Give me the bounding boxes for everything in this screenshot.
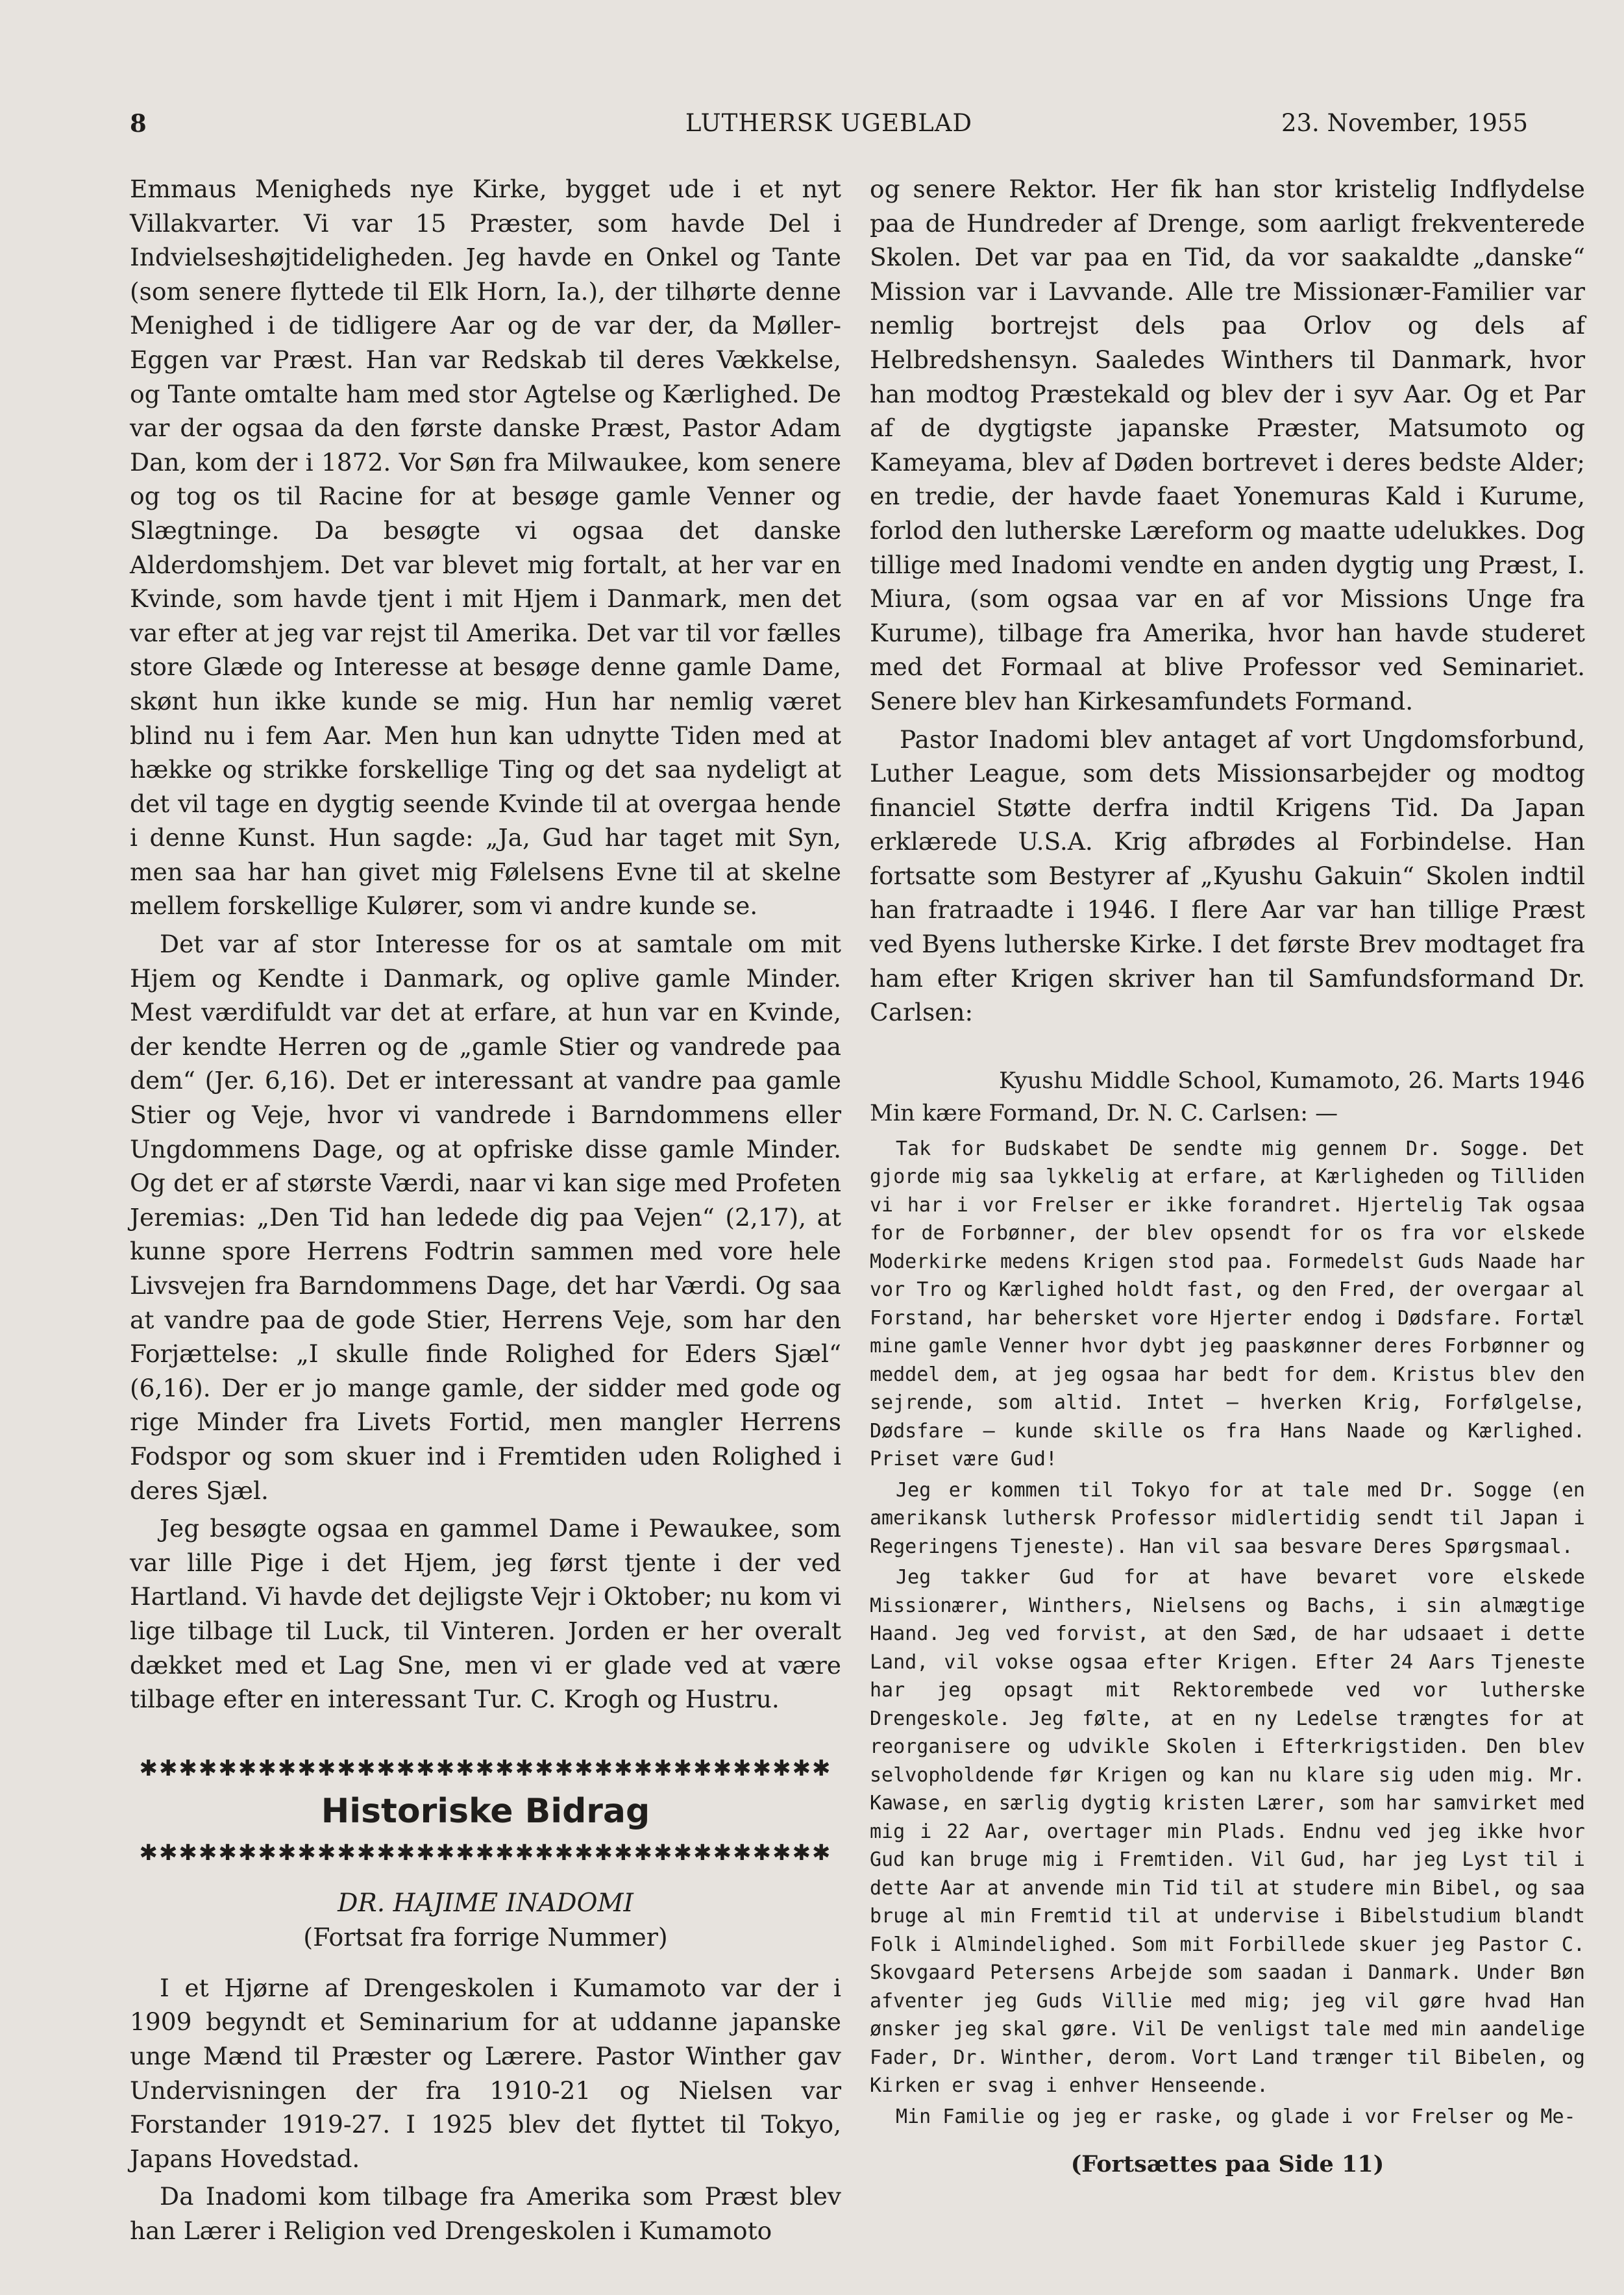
letter-paragraph: Jeg er kommen til Tokyo for at tale med Dr. Sogge (en amerikansk luthersk Professor midlertidig sendt til Japan i Regeringens Tjeneste). Han vil saa besvare Deres Spørgsmaal. bbox=[870, 1478, 1585, 1558]
article-subtitle: (Fortsat fra forrige Nummer) bbox=[303, 1922, 668, 1952]
letter-paragraph: Jeg takker Gud for at have bevaret vore elskede Missionærer, Winthers, Nielsens og Bachs, i sin almægtige Haand. Jeg ved forvist, at den Sæd, de har udsaaet i dette Land, vil vokse ogsaa efter Krigen. Efter 24 Aars Tjeneste har jeg opsagt mit Rektorembede ved vor lutherske Drengeskole. Jeg følte, at en ny Ledelse trængtes for at reorganisere og udvikle Skolen i Efterkrigstiden. Den blev selvopholdende før Krigen og kan nu klare sig uden mig. Mr. Kawase, en særlig dygtig kristen Lærer, som har samvirket med mig i 22 Aar, overtager min Plads. Endnu ved jeg ikke hvor Gud kan bruge mig i Fremtiden. Vil Gud, har jeg Lyst til i dette Aar at anvende min Tid til at studere min Bibel, og saa bruge al min Fremtid til at undervise i Bibelstudium blandt Folk i Almindelighed. Som mit Forbillede skuer jeg Pastor C. Skovgaard Petersens Arbejde som saadan i Danmark. Under Bøn afventer jeg Guds Villie med mig; jeg vil gøre hvad Han ønsker jeg skal gøre. Vil De venligst tale med min aandelige Fader, Dr. Winther, derom. Vort Land trænger til Bibelen, og Kirken er svag i enhver Henseende. bbox=[870, 1566, 1585, 2098]
section-title: Historiske Bidrag bbox=[321, 1791, 650, 1831]
paragraph: Jeg besøgte ogsaa en gammel Dame i Pewaukee, som var lille Pige i det Hjem, jeg først tjente i der ved Hartland. Vi havde det dejligste Vejr i Oktober; nu kom vi lige tilbage til Luck, til Vinteren. Jorden er her overalt dækket med et Lag Sne, men vi er glade ved at være tilbage efter en interessant Tur. C. Krogh og Hustru. bbox=[130, 1514, 841, 1714]
star-divider-bottom: ✱✱✱✱✱✱✱✱✱✱✱✱✱✱✱✱✱✱✱✱✱✱✱✱✱✱✱✱✱✱✱✱✱✱✱ bbox=[139, 1839, 832, 1866]
publication-title: LUTHERSK UGEBLAD bbox=[685, 109, 973, 137]
letter-paragraph: Tak for Budskabet De sendte mig gennem Dr. Sogge. Det gjorde mig saa lykkelig at erfare, at Kærligheden og Tilliden vi har i vor Frelser er ikke forandret. Hjertelig Tak ogsaa for de Forbønner, der blev opsendt for os fra vor elskede Moderkirke medens Krigen stod paa. Formedelst Guds Naade har vor Tro og Kærlighed holdt fast, og den Fred, der overgaar al Forstand, har behersket vore Hjerter endog i Dødsfare. Fortæl mine gamle Venner hvor dybt jeg paaskønner deres Forbønner og meddel dem, at jeg ogsaa har bedt for dem. Kristus blev den sejrende, som altid. Intet — hverken Krig, Forfølgelse, Dødsfare — kunde skille os fra Hans Naade og Kærlighed. Priset være Gud! bbox=[870, 1137, 1585, 1471]
page-header bbox=[130, 109, 1528, 142]
paragraph: I et Hjørne af Drengeskolen i Kumamoto var der i 1909 begyndt et Seminarium for at uddanne japanske unge Mænd til Præster og Lærere. Pastor Winther gav Undervisningen der fra 1910-21 og Nielsen var Forstander 1919-27. I 1925 blev det flyttet til Tokyo, Japans Hovedstad. bbox=[130, 1973, 841, 2173]
article-title: DR. HAJIME INADOMI bbox=[338, 1888, 634, 1918]
letter-salutation: Min kære Formand, Dr. N. C. Carlsen: — bbox=[870, 1100, 1338, 1126]
paragraph: Pastor Inadomi blev antaget af vort Ungdomsforbund, Luther League, som dets Missionsarbejder og modtog financiel Støtte derfra indtil Krigens Tid. Da Japan erklærede U.S.A. Krig afbrødes al Forbindelse. Han fortsatte som Bestyrer af „Kyushu Gakuin“ Skolen indtil han fratraadte i 1946. I flere Aar var han tillige Præst ved Byens lutherske Kirke. I det første Brev modtaget fra ham efter Krigen skriver han til Samfundsformand Dr. Carlsen: bbox=[870, 725, 1585, 1027]
continued-note: (Fortsættes paa Side 11) bbox=[1070, 2151, 1384, 2178]
page-number: 8 bbox=[130, 109, 147, 138]
paragraph: Da Inadomi kom tilbage fra Amerika som Præst blev han Lærer i Religion ved Drengeskolen i Kumamoto bbox=[130, 2182, 841, 2245]
paragraph: Emmaus Menigheds nye Kirke, bygget ude i et nyt Villakvarter. Vi var 15 Præster, som havde Del i Indvielseshøjtideligheden. Jeg havde en Onkel og Tante (som senere flyttede til Elk Horn, Ia.), der tilhørte denne Menighed i de tidligere Aar og de var der, da Møller-Eggen var Præst. Han var Redskab til deres Vækkelse, og Tante omtalte ham med stor Agtelse og Kærlighed. De var der ogsaa da den første danske Præst, Pastor Adam Dan, kom der i 1872. Vor Søn fra Milwaukee, kom senere og tog os til Racine for at besøge gamle Venner og Slægtninge. Da besøgte vi ogsaa det danske Alderdomshjem. Det var blevet mig fortalt, at her var en Kvinde, som havde tjent i mit Hjem i Danmark, men det var efter at jeg var rejst til Amerika. Det var til vor fælles store Glæde og Interesse at besøge denne gamle Dame, skønt hun ikke kunde se mig. Hun har nemlig været blind nu i fem Aar. Men hun kan udnytte Tiden med at hække og strikke forskellige Ting og det saa nydeligt at det vil tage en dygtig seende Kvinde til at overgaa hende i denne Kunst. Hun sagde: „Ja, Gud har taget mit Syn, men saa har han givet mig Følelsens Evne til at skelne mellem forskellige Kulører, som vi andre kunde se. bbox=[130, 175, 841, 921]
star-divider-top: ✱✱✱✱✱✱✱✱✱✱✱✱✱✱✱✱✱✱✱✱✱✱✱✱✱✱✱✱✱✱✱✱✱✱✱ bbox=[139, 1755, 832, 1781]
right-column bbox=[870, 172, 1585, 2182]
letter-header: Kyushu Middle School, Kumamoto, 26. Marts 1946 bbox=[998, 1067, 1585, 1094]
issue-date: 23. November, 1955 bbox=[1281, 109, 1528, 137]
paragraph: Det var af stor Interesse for os at samtale om mit Hjem og Kendte i Danmark, og oplive gamle Minder. Mest værdifuldt var det at erfare, at hun var en Kvinde, der kendte Herren og de „gamle Stier og vandrede paa dem“ (Jer. 6,16). Det er interessant at vandre paa gamle Stier og Veje, hvor vi vandrede i Barndommens eller Ungdommens Dage, og at opfriske disse gamle Minder. Og det er af største Værdi, naar vi kan sige med Profeten Jeremias: „Den Tid han ledede dig paa Vejen“ (2,17), at kunne spore Herrens Fodtrin sammen med vore hele Livsvejen fra Barndommens Dage, det har Værdi. Og saa at vandre paa de gode Stier, Herrens Veje, som har den Forjættelse: „I skulle finde Rolighed for Eders Sjæl“ (6,16). Der er jo mange gamle, der sidder med gode og rige Minder fra Livets Fortid, men mangler Herrens Fodspor og som skuer ind i Fremtiden uden Rolighed i deres Sjæl. bbox=[130, 930, 841, 1505]
letter-paragraph: Min Familie og jeg er raske, og glade i vor Frelser og Me- bbox=[896, 2105, 1576, 2128]
paragraph: og senere Rektor. Her fik han stor kristelig Indflydelse paa de Hundreder af Drenge, som aarligt frekventerede Skolen. Det var paa en Tid, da vor saakaldte „danske“ Mission var i Lavvande. Alle tre Missionær-Familier var nemlig bortrejst dels paa Orlov og dels af Helbredshensyn. Saaledes Winthers til Danmark, hvor han modtog Præstekald og blev der i syv Aar. Og et Par af de dygtigste japanske Præster, Matsumoto og Kameyama, blev af Døden bortrevet i deres bedste Alder; en tredie, der havde faaet Yonemuras Kald i Kurume, forlod den lutherske Læreform og maatte udelukkes. Dog tillige med Inadomi vendte en anden dygtig ung Præst, I. Miura, (som ogsaa var en af vor Missions Unge fra Kurume), tilbage fra Amerika, hvor han havde studeret med det Formaal at blive Professor ved Seminariet. Senere blev han Kirkesamfundets Formand. bbox=[870, 175, 1585, 715]
letter-body bbox=[870, 1135, 1585, 2131]
left-column bbox=[130, 172, 841, 2248]
